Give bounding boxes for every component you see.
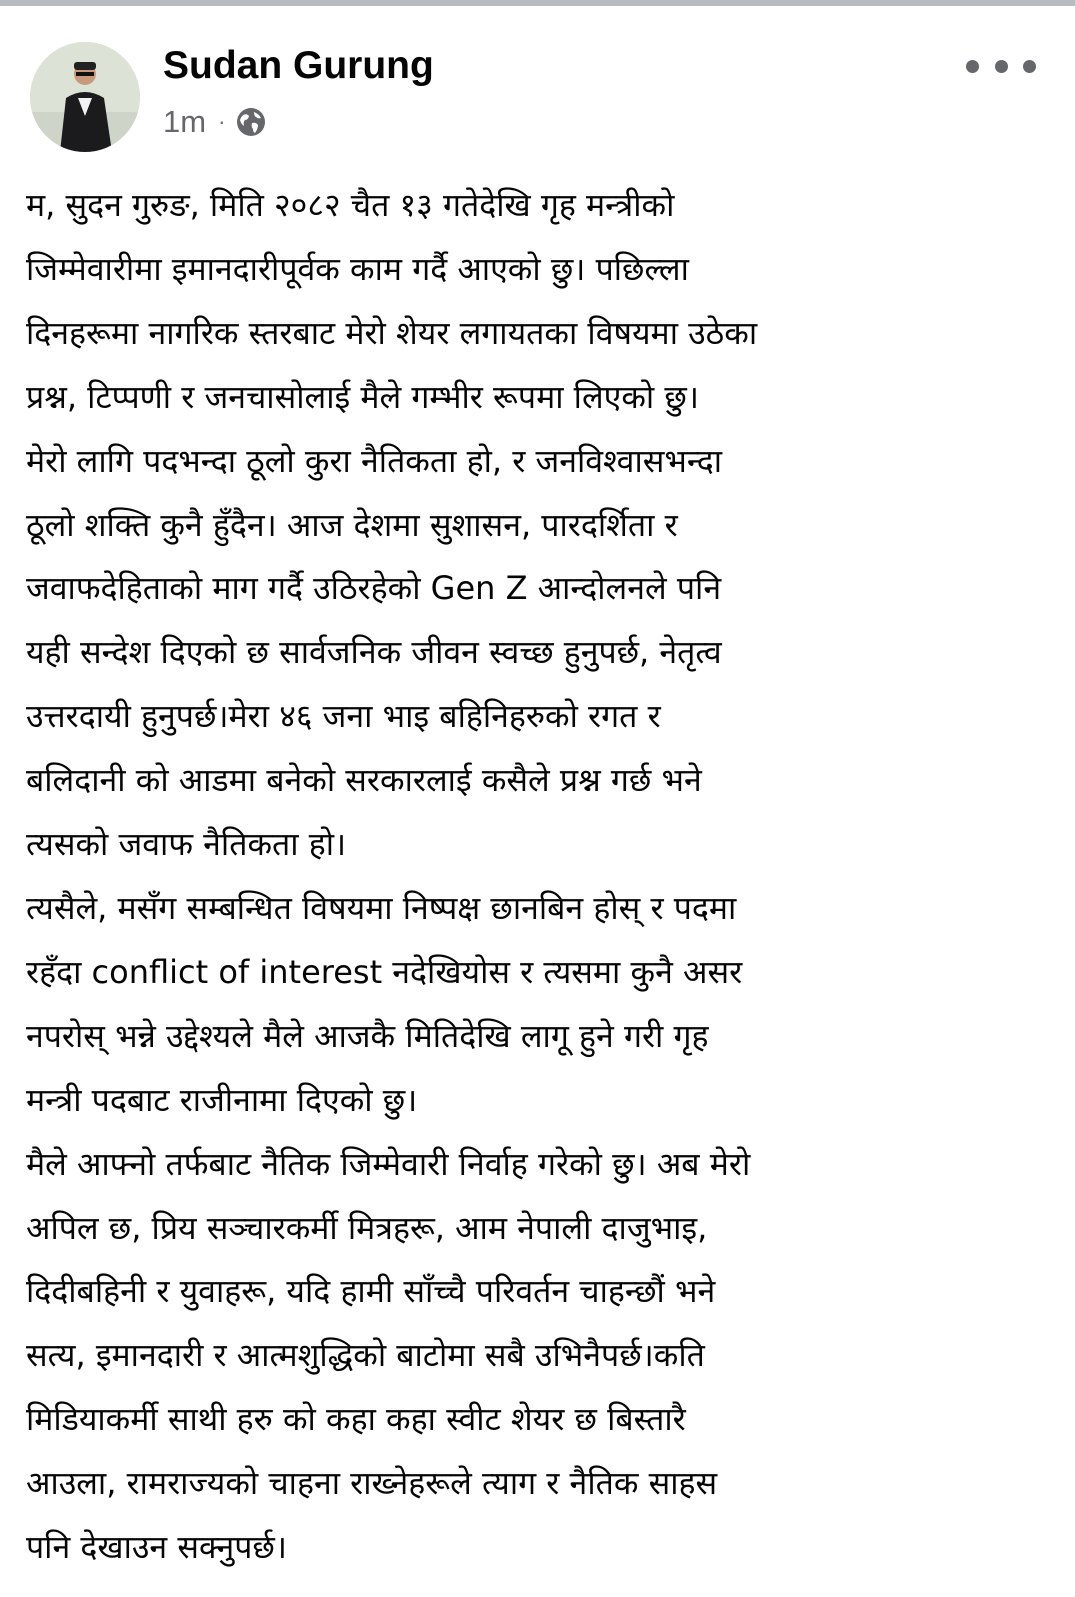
body-line: मिडियाकर्मी साथी हरु को कहा कहा स्वीट शेयर छ बिस्तारै <box>26 1400 686 1439</box>
body-line: दिनहरूमा नागरिक स्तरबाट मेरो शेयर लगायतका विषयमा उठेका <box>26 313 758 352</box>
body-line: अपिल छ, प्रिय सञ्चारकर्मी मित्रहरू, आम नेपाली दाजुभाइ, <box>26 1208 708 1247</box>
body-line: म, सुदन गुरुङ, मिति २०८२ चैत १३ गतेदेखि गृह मन्त्रीको <box>26 186 675 224</box>
post-timestamp[interactable]: 1m <box>163 104 207 139</box>
body-line: जिम्मेवारीमा इमानदारीपूर्वक काम गर्दै आएको छु। पछिल्ला <box>26 249 689 288</box>
body-line: प्रश्न, टिप्पणी र जनचासोलाई मैले गम्भीर रूपमा लिएको छु। <box>26 377 699 416</box>
body-line: यही सन्देश दिएको छ सार्वजनिक जीवन स्वच्छ हुनुपर्छ, नेतृत्व <box>26 633 722 672</box>
more-options-icon[interactable] <box>966 50 1036 82</box>
body-line: नपरोस् भन्ने उद्देश्यले मैले आजकै मितिदेखि लागू हुने गरी गृह <box>26 1016 709 1055</box>
body-line: जवाफदेहिताको माग गर्दै उठिरहेको Gen Z आन्दोलनले पनि <box>26 569 722 608</box>
avatar-photo <box>30 42 140 152</box>
body-line: ठूलो शक्ति कुनै हुँदैन। आज देशमा सुशासन, पारदर्शिता र <box>26 505 678 544</box>
body-line: बलिदानी को आडमा बनेको सरकारलाई कसैले प्रश्न गर्छ भने <box>26 761 702 800</box>
more-dot <box>1023 60 1036 73</box>
more-dot <box>966 60 979 73</box>
author-name[interactable]: Sudan Gurung <box>163 44 434 87</box>
body-line: त्यसको जवाफ नैतिकता हो। <box>26 825 347 864</box>
body-line: मन्त्री पदबाट राजीनामा दिएको छु। <box>26 1080 418 1119</box>
body-line: रहँदा conflict of interest नदेखियोस र त्यसमा कुनै असर <box>26 952 743 991</box>
body-line: सत्य, इमानदारी र आत्मशुद्धिको बाटोमा सबै उभिनैपर्छ।कति <box>26 1336 705 1375</box>
body-line: मैले आफ्नो तर्फबाट नैतिक जिम्मेवारी निर्वाह गरेको छु। अब मेरो <box>26 1144 751 1183</box>
body-line: मेरो लागि पदभन्दा ठूलो कुरा नैतिकता हो, र जनविश्वासभन्दा <box>26 441 723 480</box>
body-line: दिदीबहिनी र युवाहरू, यदि हामी साँच्चै परिवर्तन चाहन्छौं भने <box>26 1272 716 1311</box>
body-line: पनि देखाउन सक्नुपर्छ। <box>26 1528 287 1567</box>
post-card <box>0 6 1075 1597</box>
body-line: आउला, रामराज्यको चाहना राख्नेहरूले त्याग र नैतिक साहस <box>26 1464 718 1503</box>
globe-icon[interactable] <box>235 106 267 138</box>
author-avatar[interactable] <box>30 42 140 152</box>
post-body-text <box>26 174 1036 1580</box>
body-line: उत्तरदायी हुनुपर्छ।मेरा ४६ जना भाइ बहिनिहरुको रगत र <box>26 697 661 736</box>
post-meta <box>163 102 267 142</box>
meta-separator: · <box>218 109 226 134</box>
more-dot <box>995 60 1008 73</box>
body-line: त्यसैले, मसँग सम्बन्धित विषयमा निष्पक्ष छानबिन होस् र पदमा <box>26 888 737 927</box>
